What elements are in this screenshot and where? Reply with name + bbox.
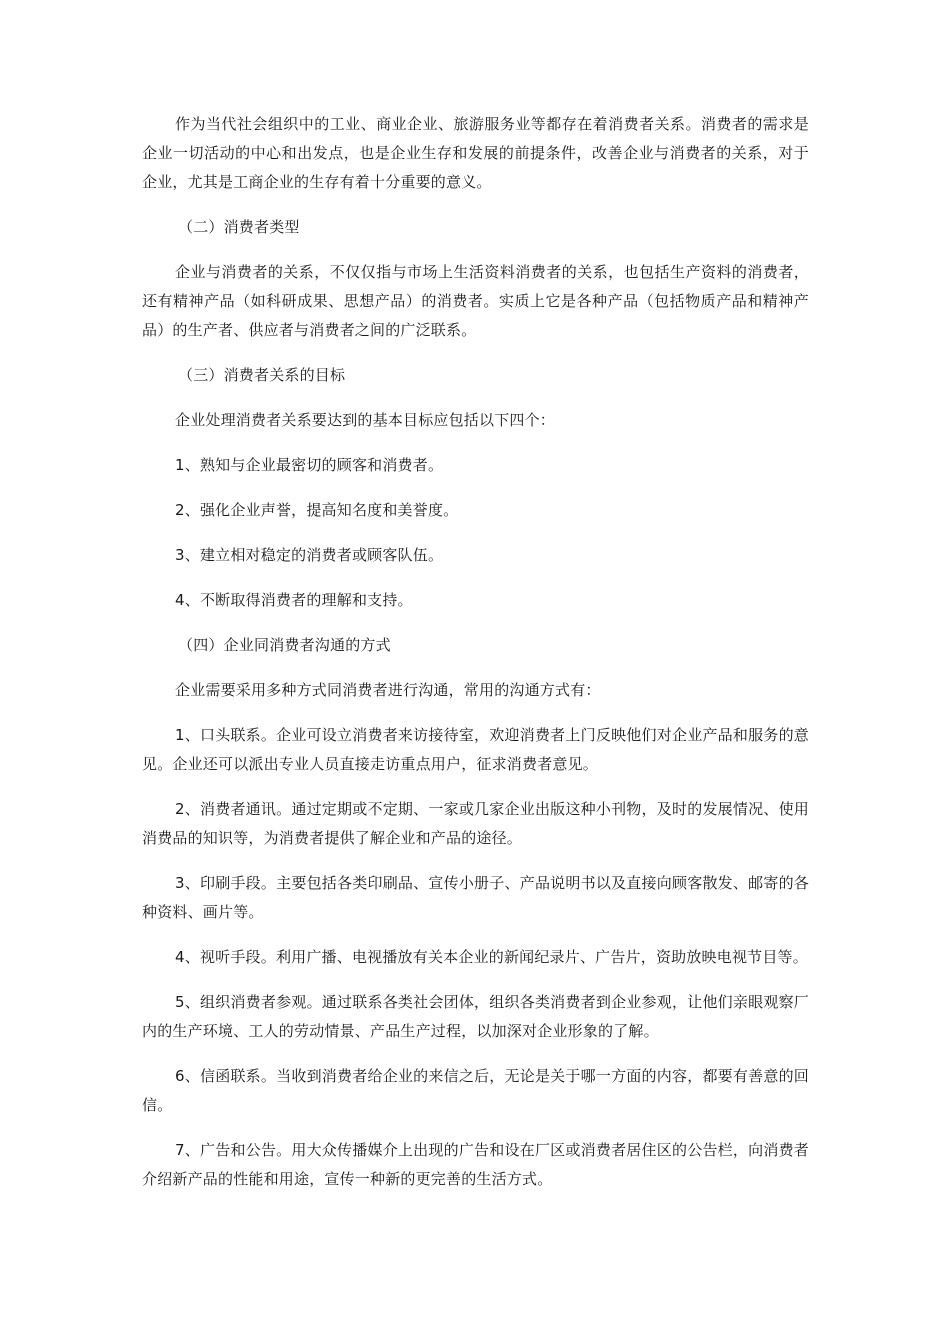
document-page xyxy=(142,110,809,1210)
intro-paragraph: 作为当代社会组织中的工业、商业企业、旅游服务业等都存在着消费者关系。消费者的需求是企业一切活动的中心和出发点，也是企业生存和发展的前提条件，改善企业与消费者的关系，对于企业，尤其是工商企业的生存有着十分重要的意义。 xyxy=(142,115,809,191)
method-item: 2、消费者通讯。通过定期或不定期、一家或几家企业出版这种小刊物，及时的发展情况、使用消费品的知识等，为消费者提供了解企业和产品的途径。 xyxy=(142,800,809,847)
method-item: 5、组织消费者参观。通过联系各类社会团体，组织各类消费者到企业参观，让他们亲眼观察厂内的生产环境、工人的劳动情景、产品生产过程，以加深对企业形象的了解。 xyxy=(142,993,809,1040)
goal-item: 4、不断取得消费者的理解和支持。 xyxy=(175,591,413,609)
method-item: 7、广告和公告。用大众传播媒介上出现的广告和设在厂区或消费者居住区的公告栏，向消费者介绍新产品的性能和用途，宣传一种新的更完善的生活方式。 xyxy=(142,1141,809,1188)
methods-intro: 企业需要采用多种方式同消费者进行沟通，常用的沟通方式有： xyxy=(175,681,601,699)
goal-item: 3、建立相对稳定的消费者或顾客队伍。 xyxy=(175,546,444,564)
section-heading-consumer-types: （二）消费者类型 xyxy=(178,218,300,236)
goal-item: 1、熟知与企业最密切的顾客和消费者。 xyxy=(175,456,444,474)
consumer-types-paragraph: 企业与消费者的关系，不仅仅指与市场上生活资料消费者的关系，也包括生产资料的消费者，还有精神产品（如科研成果、思想产品）的消费者。实质上它是各种产品（包括物质产品和精神产品）的生产者、供应者与消费者之间的广泛联系。 xyxy=(142,263,809,339)
method-item: 6、信函联系。当收到消费者给企业的来信之后，无论是关于哪一方面的内容，都要有善意的回信。 xyxy=(142,1067,809,1114)
method-item: 4、视听手段。利用广播、电视播放有关本企业的新闻纪录片、广告片，资助放映电视节目等。 xyxy=(175,948,808,966)
section-heading-communication-methods: （四）企业同消费者沟通的方式 xyxy=(178,636,391,654)
goals-intro: 企业处理消费者关系要达到的基本目标应包括以下四个： xyxy=(175,411,556,429)
method-item: 3、印刷手段。主要包括各类印刷品、宣传小册子、产品说明书以及直接向顾客散发、邮寄的各种资料、画片等。 xyxy=(142,874,809,921)
method-item: 1、口头联系。企业可设立消费者来访接待室，欢迎消费者上门反映他们对企业产品和服务的意见。企业还可以派出专业人员直接走访重点用户，征求消费者意见。 xyxy=(142,726,809,773)
section-heading-relationship-goals: （三）消费者关系的目标 xyxy=(178,366,346,384)
goal-item: 2、强化企业声誉，提高知名度和美誉度。 xyxy=(175,501,459,519)
